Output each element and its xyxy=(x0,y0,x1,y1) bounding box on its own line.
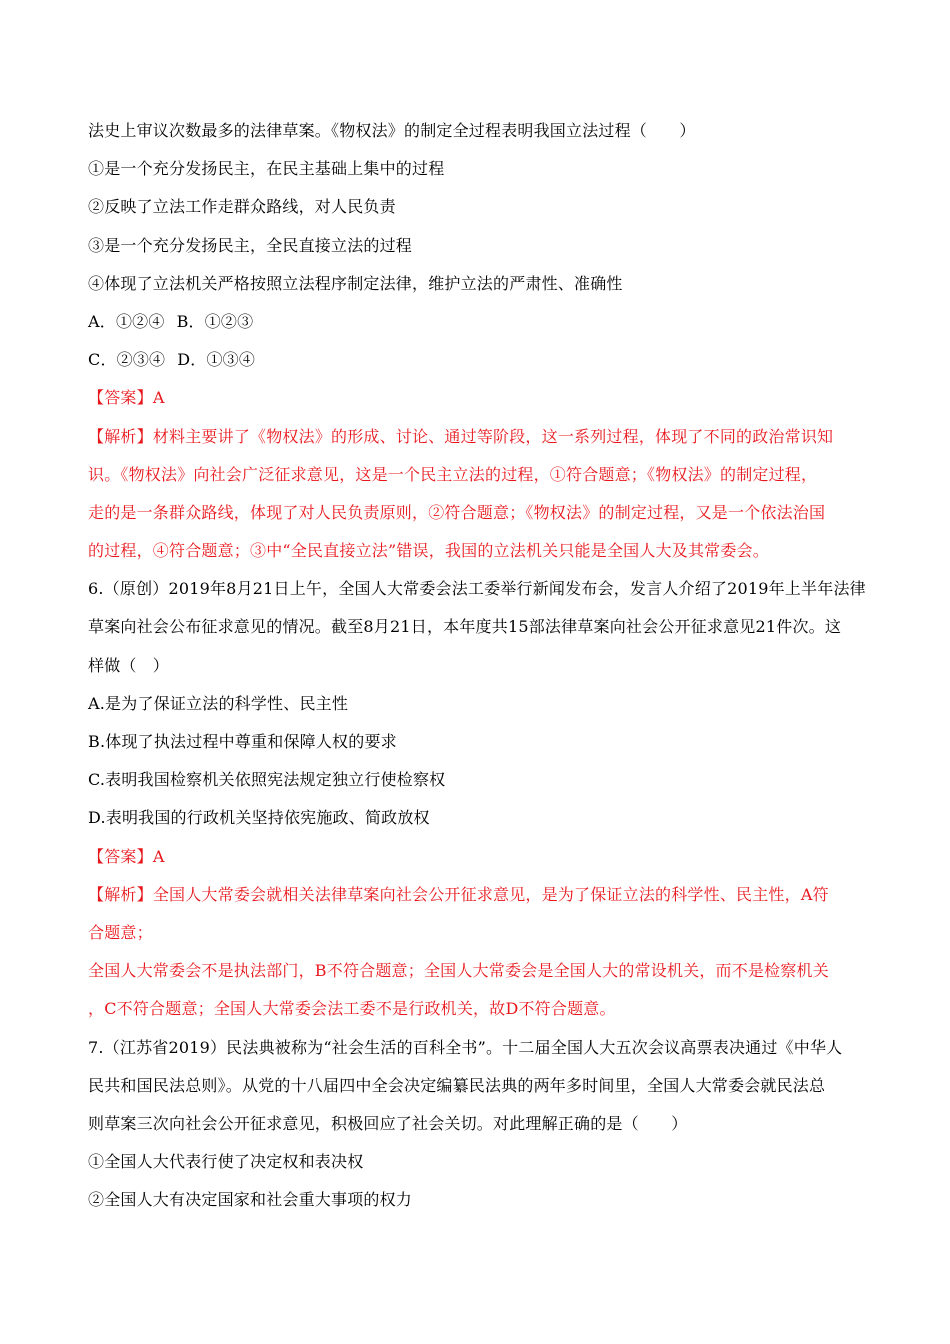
q5-option-1: ①是一个充分发扬民主，在民主基础上集中的过程 xyxy=(88,159,445,179)
q7-stem-line-3: 则草案三次向社会公开征求意见，积极回应了社会关切。对此理解正确的是（ ） xyxy=(88,1113,688,1133)
q5-answer xyxy=(88,379,868,417)
q5-analysis-line-1 xyxy=(88,418,868,456)
q6-option-b: B.体现了执法过程中尊重和保障人权的要求 xyxy=(88,732,397,751)
answer-value: A xyxy=(152,388,165,408)
q6-stem-line-2: 草案向社会公布征求意见的情况。截至8月21日，本年度共15部法律草案向社会公开征求意见21件次。这 xyxy=(88,617,842,637)
analysis-text: 全国人大常委会就相关法律草案向社会公开征求意见，是为了保证立法的科学性、民主性，A符 xyxy=(152,884,829,904)
q6-analysis-line-3: 全国人大常委会不是执法部门，B不符合题意；全国人大常委会是全国人大的常设机关，而不是检察机关 xyxy=(88,961,829,981)
q6-analysis-line-4: ，C不符合题意；全国人大常委会法工委不是行政机关，故D不符合题意。 xyxy=(88,999,616,1019)
analysis-text: 材料主要讲了《物权法》的形成、讨论、通过等阶段，这一系列过程，体现了不同的政治常识知 xyxy=(152,426,834,446)
answer-label: 【答案】 xyxy=(88,846,153,866)
q7-option-2: ②全国人大有决定国家和社会重大事项的权力 xyxy=(88,1190,413,1210)
q5-choice-c: C．②③④ xyxy=(88,350,166,370)
q6-option-a: A.是为了保证立法的科学性、民主性 xyxy=(88,693,349,713)
q7-option-1: ①全国人大代表行使了决定权和表决权 xyxy=(88,1152,364,1172)
analysis-label: 【解析】 xyxy=(88,884,153,904)
q6-stem-line-3: 样做（ ） xyxy=(88,655,170,675)
document-page xyxy=(88,112,868,1219)
q5-analysis-line-3: 走的是一条群众路线，体现了对人民负责原则，②符合题意；《物权法》的制定过程，又是一个依法治国 xyxy=(88,502,826,522)
q5-choices-cd xyxy=(88,341,868,379)
q5-option-2: ②反映了立法工作走群众路线，对人民负责 xyxy=(88,197,396,217)
q5-choice-a: A．①②④ xyxy=(88,311,165,331)
q5-option-3: ③是一个充分发扬民主，全民直接立法的过程 xyxy=(88,235,413,255)
analysis-label: 【解析】 xyxy=(88,426,153,446)
q7-stem-line-2: 民共和国民法总则》。从党的十八届四中全会决定编纂民法典的两年多时间里，全国人大常委会就民法总 xyxy=(88,1075,826,1095)
q5-option-4: ④体现了立法机关严格按照立法程序制定法律，维护立法的严肃性、准确性 xyxy=(88,273,623,293)
q5-choices-ab xyxy=(88,303,868,341)
q5-stem: 法史上审议次数最多的法律草案。《物权法》的制定全过程表明我国立法过程（ ） xyxy=(88,121,696,140)
answer-label: 【答案】 xyxy=(88,388,153,408)
q6-option-d: D.表明我国的行政机关坚持依宪施政、简政放权 xyxy=(88,808,430,828)
q6-answer xyxy=(88,838,868,876)
q6-analysis-line-2: 合题意； xyxy=(88,922,153,942)
q5-analysis-line-2: 识。《物权法》向社会广泛征求意见，这是一个民主立法的过程，①符合题意；《物权法》的制定过程， xyxy=(88,464,818,484)
q5-choice-d: D．①③④ xyxy=(177,350,256,370)
q6-option-c: C.表明我国检察机关依照宪法规定独立行使检察权 xyxy=(88,770,446,790)
q5-analysis-line-4: 的过程，④符合题意；③中“全民直接立法”错误，我国的立法机关只能是全国人大及其常委会。 xyxy=(88,541,769,561)
q6-analysis-line-1 xyxy=(88,876,868,914)
q6-stem-line-1: 6.（原创）2019年8月21日上午，全国人大常委会法工委举行新闻发布会，发言人介绍了2019年上半年法律 xyxy=(88,579,866,599)
q5-choice-b: B．①②③ xyxy=(176,311,254,331)
q7-stem-line-1: 7.（江苏省2019）民法典被称为“社会生活的百科全书”。十二届全国人大五次会议高票表决通过《中华人 xyxy=(88,1037,843,1057)
answer-value: A xyxy=(152,846,165,866)
